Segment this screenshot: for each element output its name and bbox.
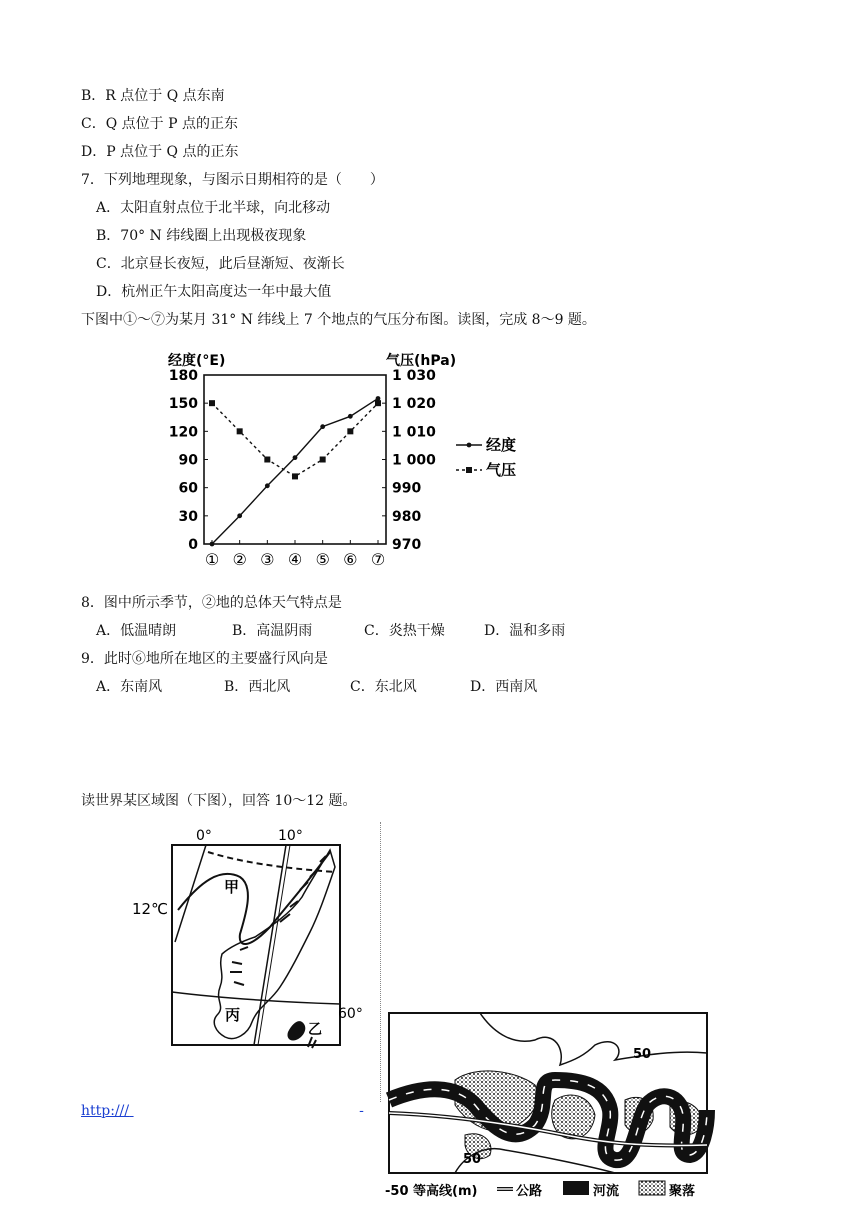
intro-8-9: 下图中①～⑦为某月 31° N 纬线上 7 个地点的气压分布图。读图，完成 8～9 题。: [81, 312, 596, 328]
q7-option-b: B．70° N 纬线圈上出现极夜现象: [96, 228, 307, 244]
series-line-longitude: [212, 398, 378, 544]
meridian-0: [175, 845, 206, 942]
legend-longitude-label: 经度: [486, 436, 517, 454]
right-tick-label: 1 010: [392, 424, 436, 441]
q7-option-d: D．杭州正午太阳高度达一年中最大值: [96, 284, 332, 300]
longitude-point: [237, 513, 242, 518]
label-lon10: 10°: [278, 828, 303, 844]
q7-stem: 7．下列地理现象，与图示日期相符的是（ ）: [81, 172, 384, 188]
q8-options: [96, 622, 696, 640]
legend-settlement: 聚落: [669, 1184, 696, 1199]
q7-option-a: A．太阳直射点位于北半球，向北移动: [96, 200, 331, 216]
pressure-point: [264, 457, 270, 463]
x-tick-label: ⑤: [315, 550, 330, 569]
legend-settlement-symbol: [639, 1181, 665, 1195]
q8-option-a: A．低温晴朗: [96, 623, 177, 639]
contour-label-bottom: 50: [463, 1152, 482, 1167]
legend-longitude-marker: [467, 443, 472, 448]
left-tick-label: 0: [188, 537, 198, 553]
island-yi-marks: [308, 1037, 316, 1048]
pressure-point: [347, 428, 353, 434]
parallel-60: [172, 992, 340, 1004]
x-tick-label: ②: [232, 550, 247, 569]
longitude-point: [320, 424, 325, 429]
dotted-separator: [380, 822, 381, 1102]
q6-option-d: D．P 点位于 Q 点的正东: [81, 144, 239, 160]
footer-link-text[interactable]: http:///: [81, 1103, 130, 1119]
right-tick-label: 990: [392, 480, 422, 497]
q8-option-d: D．温和多雨: [484, 623, 566, 639]
meridian-10b: [258, 845, 290, 1045]
x-tick-label: ④: [287, 550, 303, 569]
contour-label-top: 50: [633, 1047, 652, 1062]
footer-link-blank[interactable]: [129, 1102, 359, 1120]
legend-river: 河流: [593, 1184, 620, 1199]
q8-option-c: C．炎热干燥: [364, 623, 445, 639]
label-yi: 乙: [308, 1022, 322, 1038]
label-jia: 甲: [224, 878, 240, 896]
left-axis-title: 经度(°E): [168, 353, 226, 369]
q8-stem: 8．图中所示季节，②地的总体天气特点是: [81, 595, 342, 611]
label-bing: 丙: [225, 1006, 241, 1024]
q9-options: [96, 678, 696, 696]
q6-option-c: C．Q 点位于 P 点的正东: [81, 116, 238, 132]
left-tick-label: 150: [168, 396, 198, 413]
q9-option-a: A．东南风: [96, 679, 163, 695]
x-tick-label: ③: [260, 550, 275, 569]
label-lat60: 60°: [338, 1006, 363, 1022]
pressure-point: [375, 400, 381, 406]
river-map: [385, 1005, 715, 1215]
river-map-legend: [385, 1181, 695, 1199]
q9-option-c: C．东北风: [350, 679, 417, 695]
legend-river-symbol: [563, 1181, 589, 1195]
q6-option-b: B．R 点位于 Q 点东南: [81, 88, 225, 104]
isotherm-12: [178, 852, 330, 944]
legend-road: 公路: [516, 1184, 543, 1199]
q9-option-d: D．西南风: [470, 679, 538, 695]
x-tick-label: ⑦: [370, 550, 386, 569]
q8-option-b: B．高温阴雨: [232, 623, 313, 639]
x-tick-label: ⑥: [343, 550, 358, 569]
right-axis-title: 气压(hPa): [386, 353, 457, 369]
right-tick-label: 980: [392, 508, 422, 525]
right-tick-label: 1 000: [392, 452, 436, 469]
legend-contour: -50 等高线(m): [385, 1184, 478, 1199]
pressure-longitude-chart: [160, 345, 560, 575]
legend-pressure-label: 气压: [486, 461, 517, 479]
pressure-point: [292, 473, 298, 479]
footer-link[interactable]: [81, 1102, 371, 1120]
longitude-point: [293, 455, 298, 460]
pressure-point: [320, 457, 326, 463]
longitude-point: [348, 414, 353, 419]
x-tick-label: ①: [204, 550, 220, 569]
pressure-point: [237, 428, 243, 434]
region-map: [130, 822, 380, 1052]
pressure-point: [209, 400, 215, 406]
label-lon0: 0°: [196, 828, 212, 844]
legend-pressure-marker: [466, 467, 472, 473]
footer-link-trail: -: [359, 1103, 364, 1119]
longitude-point: [265, 483, 270, 488]
left-tick-label: 180: [168, 368, 198, 384]
q7-option-c: C．北京昼长夜短，此后昼渐短、夜渐长: [96, 256, 345, 272]
right-tick-label: 970: [392, 537, 422, 553]
right-tick-label: 1 030: [392, 368, 436, 384]
right-tick-label: 1 020: [392, 396, 436, 413]
left-tick-label: 120: [168, 424, 198, 441]
left-tick-label: 30: [178, 508, 198, 525]
meridian-10: [254, 845, 286, 1045]
longitude-point: [210, 542, 215, 547]
label-isotherm: 12℃: [132, 900, 168, 918]
left-tick-label: 60: [178, 480, 198, 497]
longitude-point: [376, 396, 381, 401]
left-tick-label: 90: [178, 452, 198, 469]
q9-stem: 9．此时⑥地所在地区的主要盛行风向是: [81, 651, 328, 667]
island-yi: [287, 1021, 305, 1040]
q9-option-b: B．西北风: [224, 679, 291, 695]
intro-10-12: 读世界某区域图（下图），回答 10～12 题。: [81, 793, 357, 809]
